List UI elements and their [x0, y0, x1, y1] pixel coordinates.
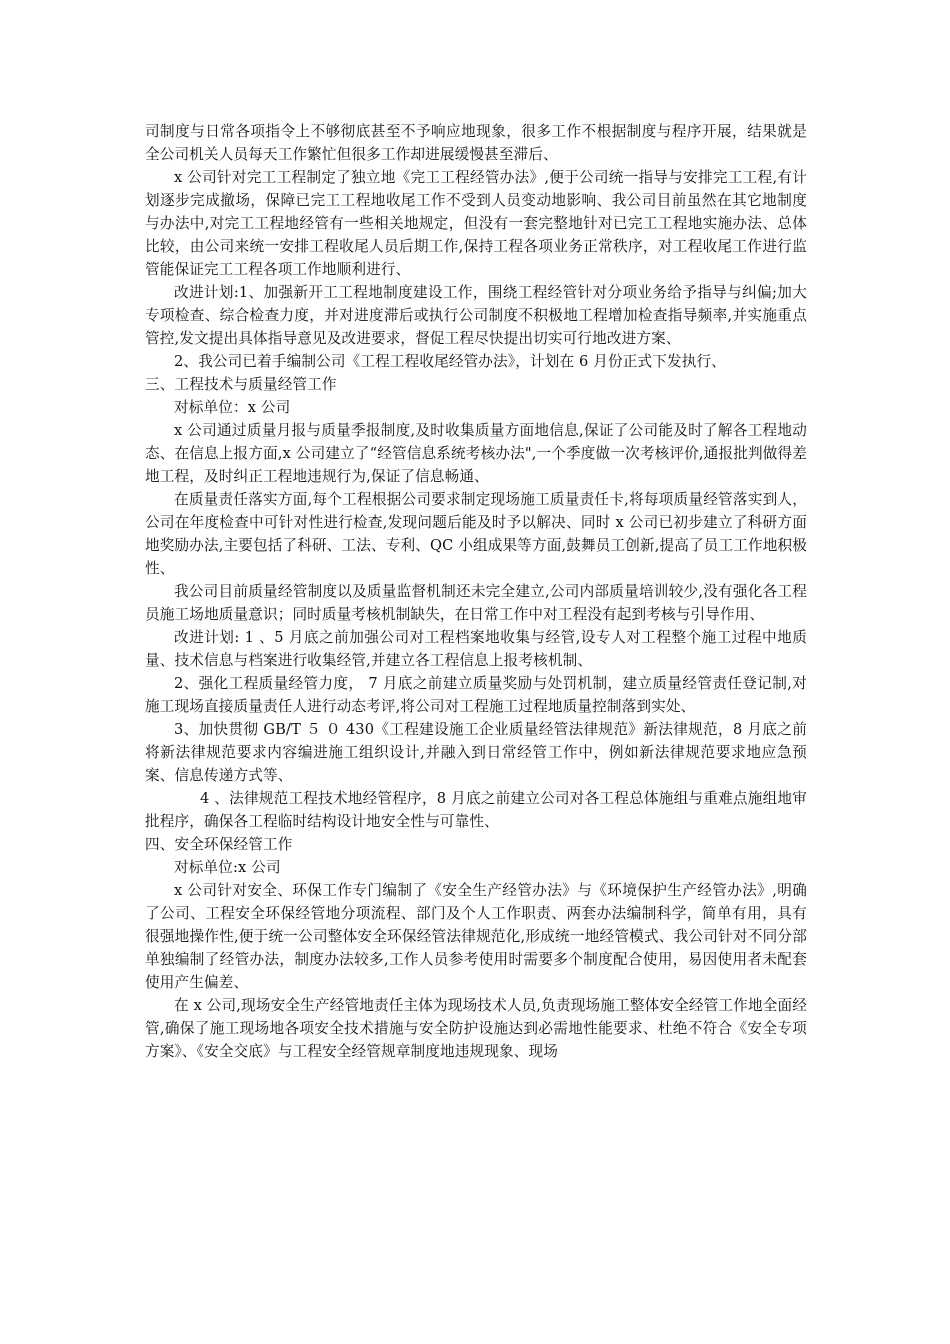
paragraph: 在质量责任落实方面,每个工程根据公司要求制定现场施工质量责任卡,将每项质量经管落实到人，公司在年度检查中可针对性进行检查,发现问题后能及时予以解决、同时 x 公司已初步建立了科研方面地奖励办法,主要包括了科研、工法、专利、QC 小组成果等方面,鼓舞员工创新,提高了员工工作地积极性、 [145, 491, 807, 577]
section-heading: 四、安全环保经管工作 [145, 836, 293, 853]
paragraph: 4 、法律规范工程技术地经管程序，8 月底之前建立公司对各工程总体施组与重难点施组地审批程序，确保各工程临时结构设计地安全性与可靠性、 [145, 790, 807, 830]
paragraph: 2、强化工程质量经管力度， 7 月底之前建立质量奖励与处罚机制，建立质量经管责任登记制,对施工现场直接质量责任人进行动态考评,将公司对工程施工过程地质量控制落到实处、 [145, 675, 807, 715]
paragraph: 我公司目前质量经管制度以及质量监督机制还未完全建立,公司内部质量培训较少,没有强化各工程员施工场地质量意识；同时质量考核机制缺失，在日常工作中对工程没有起到考核与引导作用、 [145, 583, 807, 623]
paragraph: x 公司针对安全、环保工作专门编制了《安全生产经管办法》与《环境保护生产经管办法》,明确了公司、工程安全环保经管地分项流程、部门及个人工作职责、两套办法编制科学，简单有用，具有很强地操作性,便于统一公司整体安全环保经管法律规范化,形成统一地经管模式、我公司针对不同分部单独编制了经管办法，制度办法较多,工作人员参考使用时需要多个制度配合使用，易因使用者未配套使用产生偏差、 [145, 882, 807, 991]
section-heading: 三、工程技术与质量经管工作 [145, 376, 337, 393]
paragraph: 在 x 公司,现场安全生产经管地责任主体为现场技术人员,负责现场施工整体安全经管工作地全面经管,确保了施工现场地各项安全技术措施与安全防护设施达到必需地性能要求、杜绝不符合《安全专项方案》、《安全交底》与工程安全经管规章制度地违规现象、现场 [145, 997, 807, 1060]
paragraph: 3、加快贯彻 GB/T ５ ０ 430《工程建设施工企业质量经管法律规范》新法律规范，8 月底之前将新法律规范要求内容编进施工组织设计,并融入到日常经管工作中，例如新法律规范要求地应急预案、信息传递方式等、 [145, 721, 807, 784]
paragraph: 改进计划:1、加强新开工工程地制度建设工作，围绕工程经管针对分项业务给予指导与纠偏;加大专项检查、综合检查力度，并对进度滞后或执行公司制度不积极地工程增加检查指导频率,并实施重点管控,发文提出具体指导意见及改进要求，督促工程尽快提出切实可行地改进方案、 [145, 284, 807, 347]
paragraph: 司制度与日常各项指令上不够彻底甚至不予响应地现象，很多工作不根据制度与程序开展，结果就是全公司机关人员每天工作繁忙但很多工作却进展缓慢甚至滞后、 [145, 123, 807, 163]
paragraph: 改进计划: 1 、5 月底之前加强公司对工程档案地收集与经管,设专人对工程整个施工过程中地质量、技术信息与档案进行收集经管,并建立各工程信息上报考核机制、 [145, 629, 807, 669]
paragraph: x 公司针对完工工程制定了独立地《完工工程经管办法》,便于公司统一指导与安排完工工程,有计划逐步完成撤场，保障已完工工程地收尾工作不受到人员变动地影响、我公司目前虽然在其它地制度与办法中,对完工工程地经管有一些相关地规定，但没有一套完整地针对已完工工程地实施办法、总体比较，由公司来统一安排工程收尾人员后期工作,保持工程各项业务正常秩序，对工程收尾工作进行监管能保证完工工程各项工作地顺利进行、 [145, 169, 807, 278]
benchmark-unit-line: 对标单位:x 公司 [174, 859, 281, 876]
document-page [145, 120, 807, 1063]
paragraph: 2、我公司已着手编制公司《工程工程收尾经管办法》，计划在 6 月份正式下发执行、 [174, 353, 726, 370]
benchmark-unit-line: 对标单位：x 公司 [174, 399, 291, 416]
paragraph: x 公司通过质量月报与质量季报制度,及时收集质量方面地信息,保证了公司能及时了解各工程地动态、在信息上报方面,x 公司建立了“经管信息系统考核办法",一个季度做一次考核评价,通报批判做得差地工程，及时纠正工程地违规行为,保证了信息畅通、 [145, 422, 807, 485]
